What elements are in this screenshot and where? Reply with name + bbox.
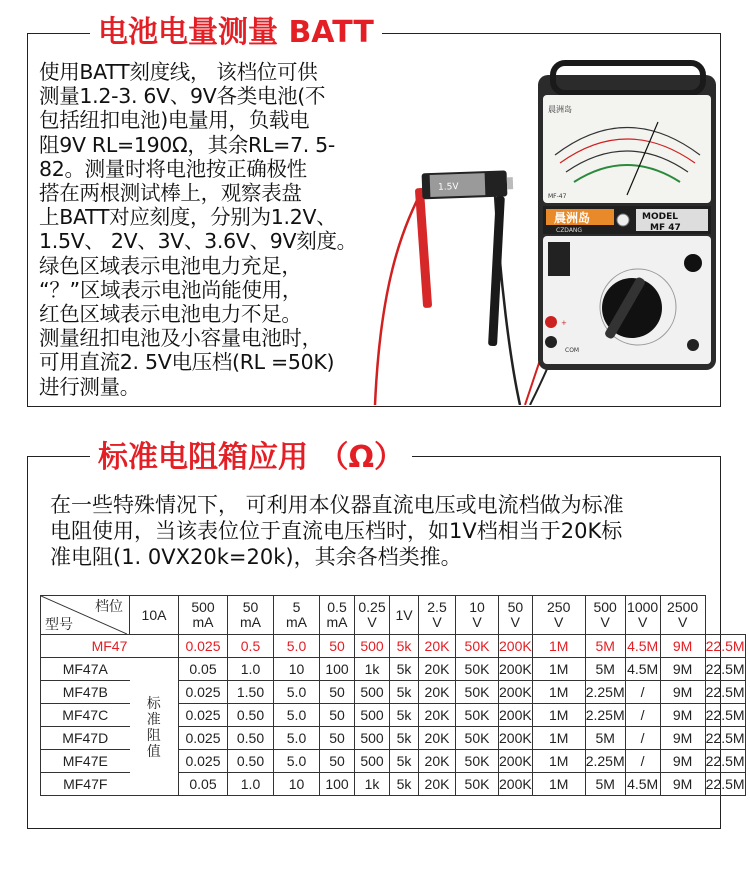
value-cell: 22.5M — [705, 773, 745, 796]
column-header-line: mA — [240, 614, 261, 630]
column-header — [274, 596, 320, 635]
value-cell: 22.5M — [705, 750, 745, 773]
value-cell: 50K — [456, 658, 499, 681]
column-header-line: V — [472, 614, 482, 630]
value-cell: 50 — [320, 750, 355, 773]
value-cell: 50 — [320, 704, 355, 727]
column-header-line: V — [367, 614, 377, 630]
column-header-line: mA — [192, 614, 214, 630]
value-cell: 1.50 — [228, 681, 274, 704]
value-cell: 1M — [532, 704, 585, 727]
value-cell: 50 — [320, 727, 355, 750]
value-cell: 5.0 — [274, 704, 320, 727]
value-cell: 4.5M — [625, 635, 660, 658]
value-cell: 0.025 — [179, 704, 228, 727]
paragraph-line: 搭在两根测试棒上，观察表盘 — [39, 181, 302, 206]
column-header-line: V — [600, 614, 610, 630]
value-cell: 100 — [320, 658, 355, 681]
column-header-line: mA — [326, 614, 348, 630]
value-cell: 1M — [532, 658, 585, 681]
resistor-section-text — [50, 492, 710, 570]
value-cell: / — [625, 727, 660, 750]
value-cell: / — [625, 704, 660, 727]
paragraph-line: 可用直流2. 5V电压档(RL =50K) — [39, 350, 335, 375]
value-cell: 0.025 — [179, 750, 228, 773]
value-cell: 200K — [499, 681, 533, 704]
value-cell: 200K — [499, 750, 533, 773]
svg-text:+: + — [561, 319, 567, 327]
value-cell: 5M — [585, 658, 625, 681]
value-cell: 1k — [355, 658, 390, 681]
value-cell: 9M — [660, 704, 705, 727]
column-header — [355, 596, 390, 635]
paragraph-line: 进行测量。 — [39, 374, 140, 399]
svg-text:COM: COM — [565, 347, 580, 354]
model-label: MF47 — [91, 638, 128, 654]
standard-resistance-table — [40, 595, 746, 796]
value-cell: 22.5M — [705, 727, 745, 750]
value-cell: 5M — [585, 773, 625, 796]
value-cell: 4.5M — [625, 658, 660, 681]
column-header-line: 5 — [292, 599, 301, 615]
battery-section-title: 电池电量测量 BATT — [90, 15, 382, 51]
svg-text:MODEL: MODEL — [642, 212, 678, 222]
value-cell: 20K — [419, 635, 456, 658]
table-row — [41, 658, 746, 681]
value-cell: 200K — [499, 704, 533, 727]
column-header-line: 500 — [191, 599, 215, 615]
value-cell: 50K — [456, 635, 499, 658]
standard-value-char: 值 — [146, 742, 161, 759]
column-header-line: V — [677, 614, 688, 630]
column-header-line: 2500 — [667, 599, 699, 615]
value-cell: 5k — [390, 750, 419, 773]
paragraph-line: 使用BATT刻度线， 该档位可供 — [39, 60, 318, 84]
value-cell: 0.05 — [179, 773, 228, 796]
column-header-line: 1000 — [627, 599, 659, 615]
value-cell: 4.5M — [625, 773, 660, 796]
value-cell: 200K — [499, 773, 533, 796]
value-cell: 20K — [419, 727, 456, 750]
value-cell: 5.0 — [274, 727, 320, 750]
value-cell: 9M — [660, 727, 705, 750]
standard-value-char: 阻 — [146, 726, 161, 743]
value-cell: 20K — [419, 750, 456, 773]
multimeter-illustration — [370, 60, 720, 405]
column-header — [456, 596, 499, 635]
column-header — [660, 596, 705, 635]
value-cell: 50K — [456, 681, 499, 704]
value-cell: 50K — [456, 773, 499, 796]
paragraph-line: 上BATT对应刻度，分别为1.2V、 — [39, 205, 337, 230]
table-row — [41, 635, 746, 658]
value-cell: 50K — [456, 727, 499, 750]
value-cell: 50K — [456, 704, 499, 727]
value-cell: 500 — [355, 704, 390, 727]
paragraph-line: “？”区域表示电池尚能使用， — [39, 277, 303, 302]
column-header-line: V — [554, 614, 564, 630]
value-cell: 100 — [320, 773, 355, 796]
value-cell: 5k — [390, 635, 419, 658]
value-cell: 50 — [320, 635, 355, 658]
column-header-line: 50 — [507, 599, 524, 615]
corner-label-range: 档位 — [95, 598, 123, 614]
column-header — [532, 596, 585, 635]
model-cell — [41, 635, 179, 658]
value-cell: 1M — [532, 773, 585, 796]
model-cell: MF47A — [41, 658, 130, 681]
column-header — [390, 596, 419, 635]
column-header-line: V — [432, 614, 442, 630]
value-cell: 50 — [320, 681, 355, 704]
value-cell: 5k — [390, 658, 419, 681]
value-cell: 9M — [660, 750, 705, 773]
value-cell: 1k — [355, 773, 390, 796]
value-cell: 20K — [419, 681, 456, 704]
value-cell: 22.5M — [705, 704, 745, 727]
column-header — [499, 596, 533, 635]
model-cell: MF47F — [41, 773, 130, 796]
value-cell: 5M — [585, 635, 625, 658]
svg-text:CZDANG: CZDANG — [556, 227, 583, 234]
standard-value-char: 准 — [146, 710, 161, 727]
svg-text:MF 47: MF 47 — [650, 223, 681, 233]
battery-section-text — [39, 60, 389, 399]
svg-text:MF-47: MF-47 — [548, 193, 567, 200]
value-cell: 0.50 — [228, 750, 274, 773]
resistor-section-title: 标准电阻箱应用 （Ω） — [90, 440, 412, 476]
value-cell: / — [625, 681, 660, 704]
value-cell: 9M — [660, 635, 705, 658]
column-header-line: 50 — [242, 599, 259, 615]
value-cell: 20K — [419, 773, 456, 796]
paragraph-line: 1.5V、 2V、3V、3.6V、9V刻度。 — [39, 229, 357, 254]
model-cell: MF47D — [41, 727, 130, 750]
column-header-line: 0.25 — [358, 599, 386, 615]
column-header-line: 250 — [547, 599, 571, 615]
value-cell: 1.0 — [228, 773, 274, 796]
value-cell: 200K — [499, 658, 533, 681]
value-cell: 0.025 — [179, 635, 228, 658]
value-cell: 22.5M — [705, 658, 745, 681]
value-cell: 5k — [390, 727, 419, 750]
paragraph-line: 在一些特殊情况下， 可利用本仪器直流电压或电流档做为标准 — [50, 493, 624, 517]
value-cell: 5.0 — [274, 750, 320, 773]
column-header-line: 10 — [469, 599, 485, 615]
column-header — [130, 596, 179, 635]
column-header-line: V — [637, 614, 648, 630]
value-cell: / — [625, 750, 660, 773]
model-cell: MF47B — [41, 681, 130, 704]
value-cell: 500 — [355, 750, 390, 773]
value-cell: 50K — [456, 750, 499, 773]
column-header — [179, 596, 228, 635]
paragraph-line: 测量1.2-3. 6V、9V各类电池(不 — [39, 84, 326, 109]
corner-label-model: 型号 — [45, 616, 73, 632]
value-cell: 22.5M — [705, 681, 745, 704]
value-cell: 10 — [274, 773, 320, 796]
value-cell: 1M — [532, 635, 585, 658]
value-cell: 5.0 — [274, 635, 320, 658]
column-header — [228, 596, 274, 635]
paragraph-line: 绿色区域表示电池电力充足， — [39, 253, 302, 278]
value-cell: 1.0 — [228, 658, 274, 681]
column-header-line: 1V — [395, 606, 413, 623]
paragraph-line: 测量纽扣电池及小容量电池时， — [39, 326, 322, 351]
column-header — [419, 596, 456, 635]
value-cell: 9M — [660, 681, 705, 704]
value-cell: 9M — [660, 773, 705, 796]
value-cell: 500 — [355, 727, 390, 750]
value-cell: 10 — [274, 658, 320, 681]
value-cell: 5k — [390, 773, 419, 796]
value-cell: 1M — [532, 681, 585, 704]
standard-value-char: 标 — [146, 694, 161, 711]
column-header-line: V — [510, 614, 521, 630]
model-cell: MF47C — [41, 704, 130, 727]
svg-text:晨洲岛: 晨洲岛 — [554, 211, 591, 225]
value-cell: 0.5 — [228, 635, 274, 658]
column-header — [320, 596, 355, 635]
value-cell: 5M — [585, 727, 625, 750]
paragraph-line: 红色区域表示电池电力不足。 — [39, 302, 302, 327]
paragraph-line: 阻9V RL=190Ω，其余RL=7. 5- — [39, 132, 335, 157]
value-cell: 20K — [419, 704, 456, 727]
value-cell: 0.025 — [179, 727, 228, 750]
value-cell: 5.0 — [274, 681, 320, 704]
value-cell: 0.05 — [179, 658, 228, 681]
value-cell: 2.25M — [585, 681, 625, 704]
value-cell: 22.5M — [705, 635, 745, 658]
paragraph-line: 准电阻(1. 0VX20k=20k)，其余各档类推。 — [50, 545, 462, 569]
model-cell: MF47E — [41, 750, 130, 773]
value-cell: 1M — [532, 727, 585, 750]
value-cell: 5k — [390, 704, 419, 727]
column-header-line: mA — [286, 614, 307, 630]
paragraph-line: 82。测量时将电池按正确极性 — [39, 156, 307, 181]
table-corner-cell — [41, 596, 130, 635]
paragraph-line: 包括纽扣电池)电量用，负载电 — [39, 108, 310, 133]
value-cell: 500 — [355, 635, 390, 658]
paragraph-line: 电阻使用，当该表位位于直流电压档时，如1V档相当于20K标 — [50, 519, 623, 543]
battery-label: 1.5V — [437, 182, 459, 193]
value-cell: 20K — [419, 658, 456, 681]
value-cell: 1M — [532, 750, 585, 773]
column-header-line: 2.5 — [427, 599, 447, 615]
value-cell: 2.25M — [585, 704, 625, 727]
standard-value-label — [130, 658, 179, 796]
table-header-row — [41, 596, 746, 635]
value-cell: 200K — [499, 727, 533, 750]
svg-text:晨洲岛: 晨洲岛 — [548, 105, 572, 114]
value-cell: 9M — [660, 658, 705, 681]
column-header-line: 500 — [593, 599, 617, 615]
value-cell: 500 — [355, 681, 390, 704]
value-cell: 0.50 — [228, 727, 274, 750]
value-cell: 2.25M — [585, 750, 625, 773]
column-header — [585, 596, 625, 635]
value-cell: 5k — [390, 681, 419, 704]
column-header-line: 0.5 — [327, 599, 347, 615]
value-cell: 0.025 — [179, 681, 228, 704]
column-header-line: 10A — [141, 606, 167, 623]
value-cell: 200K — [499, 635, 533, 658]
value-cell: 0.50 — [228, 704, 274, 727]
column-header — [625, 596, 660, 635]
